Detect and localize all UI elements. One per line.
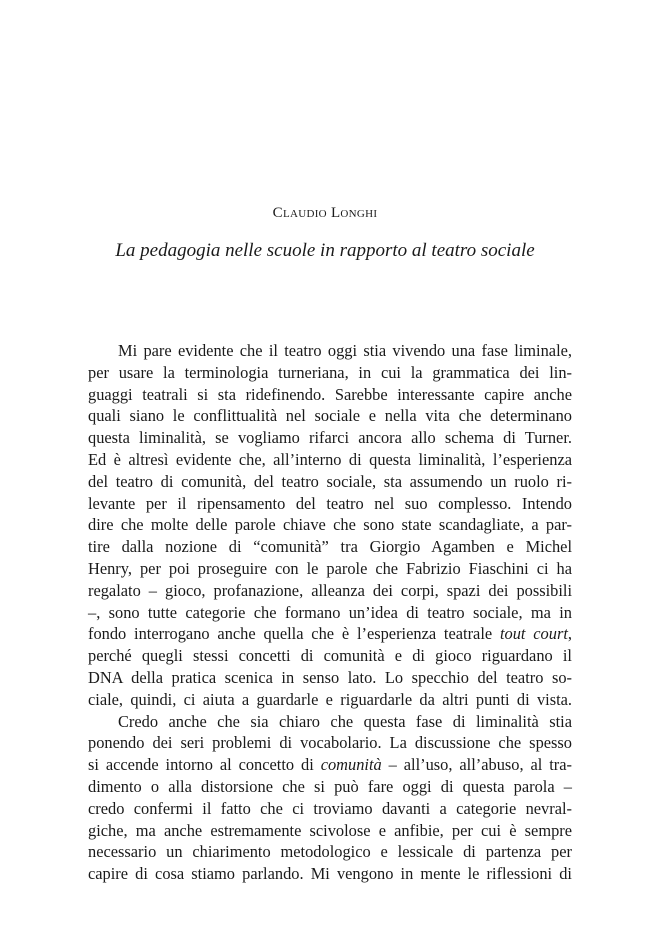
text-run: – all’uso, all’abuso, al tra- — [381, 755, 572, 775]
text-line: ciale, quindi, ci aiuta a guardarle e riguardarle da altri punti di vista. — [88, 689, 572, 709]
text-line: credo confermi il fatto che ci troviamo davanti a categorie nevral- — [88, 798, 572, 818]
paragraph — [88, 340, 572, 711]
text-line: Mi pare evidente che il teatro oggi stia vivendo una fase liminale, — [118, 341, 572, 360]
essay-title: La pedagogia nelle scuole in rapporto al teatro sociale — [115, 240, 535, 261]
text-line: guaggi teatrali si sta ridefinendo. Sarebbe interessante capire anche — [88, 384, 572, 404]
paragraph — [88, 711, 572, 885]
body-text — [88, 340, 572, 885]
text-line: per usare la terminologia turneriana, in cui la grammatica dei lin- — [88, 362, 572, 382]
author-name: Claudio Longhi — [272, 205, 378, 221]
italic-term: tout court — [499, 624, 568, 644]
italic-term: comunità — [320, 755, 382, 775]
text-line: Credo anche che sia chiaro che questa fase di liminalità stia — [118, 711, 572, 731]
text-line: ponendo dei seri problemi di vocabolario. La discussione che spesso — [88, 733, 572, 753]
text-line: perché quegli stessi concetti di comunità e di gioco riguardano il — [88, 646, 572, 666]
text-line: dimento o alla distorsione che si può fare oggi di questa parola – — [88, 776, 572, 796]
text-run: , — [567, 624, 572, 644]
text-line: dire che molte delle parole chiave che sono state scandagliate, a par- — [88, 515, 572, 535]
text-line: questa liminalità, se vogliamo rifarci ancora allo schema di Turner. — [88, 428, 572, 448]
text-line: tire dalla nozione di “comunità” tra Giorgio Agamben e Michel — [88, 537, 572, 557]
text-line: regalato – gioco, profanazione, alleanza dei corpi, spazi dei possibili — [88, 580, 572, 600]
text-line: necessario un chiarimento metodologico e lessicale di partenza per — [88, 842, 572, 862]
text-line: capire di cosa stiamo parlando. Mi vengono in mente le riflessioni di — [88, 864, 572, 884]
text-line: DNA della pratica scenica in senso lato. Lo specchio del teatro so- — [88, 667, 572, 687]
text-line: Ed è altresì evidente che, all’interno di questa liminalità, l’esperienza — [88, 449, 572, 469]
text-line: del teatro di comunità, del teatro sociale, sta assumendo un ruolo ri- — [88, 471, 572, 491]
text-line: levante per il ripensamento del teatro nel suo complesso. Intendo — [88, 493, 572, 513]
text-line: –, sono tutte categorie che formano un’idea di teatro sociale, ma in — [88, 602, 572, 622]
text-line — [88, 623, 572, 645]
text-run: fondo interrogano anche quella che è l’esperienza teatrale — [88, 624, 500, 644]
text-line — [88, 754, 572, 776]
text-run: si accende intorno al concetto di — [88, 755, 321, 775]
text-line: Henry, per poi proseguire con le parole che Fabrizio Fiaschini ci ha — [88, 558, 572, 578]
text-line: quali siano le conflittualità nel sociale e nella vita che determinano — [88, 406, 572, 426]
text-line: giche, ma anche estremamente scivolose e anfibie, per cui è sempre — [88, 820, 572, 840]
